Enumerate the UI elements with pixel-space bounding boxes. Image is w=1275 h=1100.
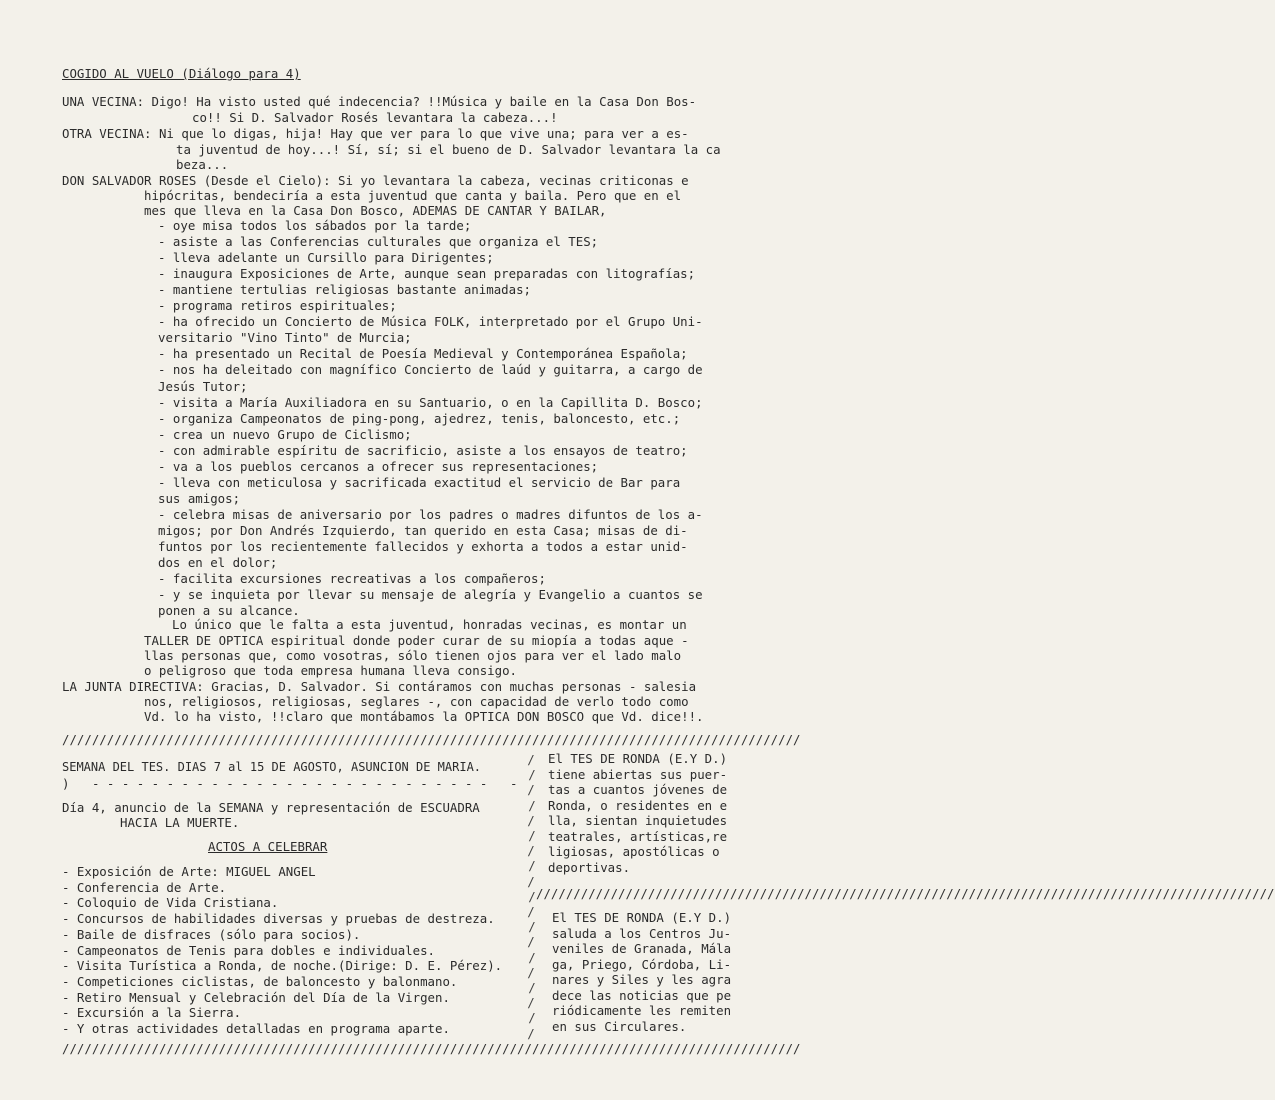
semana-day4-b: HACIA LA MUERTE. — [120, 815, 240, 830]
vertical-slash: / — [527, 1025, 535, 1041]
dialogue-line: co!! Si D. Salvador Rosés levantara la cabeza...! — [192, 110, 558, 125]
ronda-line: tas a cuantos jóvenes de — [548, 782, 728, 797]
closing-line: o peligroso que toda empresa humana lleva consigo. — [144, 663, 517, 678]
closing-line: Vd. lo ha visto, !!claro que montábamos la OPTICA DON BOSCO que Vd. dice!!. — [144, 709, 704, 724]
ronda-line: Ronda, o residentes en e — [548, 797, 728, 813]
closing-line: nos, religiosos, religiosas, seglares -, con capacidad de verlo todo como — [144, 694, 689, 709]
ronda-line: veniles de Granada, Mála — [552, 941, 732, 956]
list-item: ponen a su alcance. — [158, 603, 300, 619]
semana-heading: SEMANA DEL TES. DIAS 7 al 15 DE AGOSTO, ASUNCION DE MARIA. — [62, 760, 482, 774]
dialogue-line: beza... — [176, 157, 229, 172]
separator-line-bottom: /////////////////////////////////////////////////////////////////////////////////////////////////// — [62, 1041, 801, 1056]
list-item: - con admirable espíritu de sacrificio, asiste a los ensayos de teatro; — [158, 442, 688, 458]
closing-line: LA JUNTA DIRECTIVA: Gracias, D. Salvador. Si contáramos con muchas personas - salesia — [62, 679, 697, 694]
vertical-slash: / — [527, 873, 535, 889]
ronda-line: saluda a los Centros Ju- — [552, 925, 732, 941]
semana-dash-end: - — [510, 776, 518, 791]
vertical-slash: / — [528, 888, 536, 904]
acto-item: - Campeonatos de Tenis para dobles e individuales. — [62, 942, 435, 958]
dialogue-line: hipócritas, bendeciría a esta juventud que canta y baila. Pero que en el — [144, 188, 682, 203]
dialogue-line: DON SALVADOR ROSES (Desde el Cielo): Si yo levantara la cabeza, vecinas criticonas e — [62, 173, 689, 188]
acto-item: - Concursos de habilidades diversas y pruebas de destreza. — [62, 911, 495, 927]
vertical-slash: / — [527, 752, 535, 767]
vertical-slash: / — [528, 858, 536, 874]
ronda-line: El TES DE RONDA (E.Y D.) — [548, 751, 728, 766]
list-item: dos en el dolor; — [158, 555, 278, 571]
vertical-slash: / — [528, 828, 536, 843]
list-item: - oye misa todos los sábados por la tarde; — [158, 218, 472, 233]
ronda-line: dece las noticias que pe — [552, 987, 732, 1003]
vertical-slash: / — [527, 964, 535, 980]
ronda-line: deportivas. — [548, 859, 631, 875]
ronda-line: en sus Circulares. — [552, 1018, 687, 1034]
ronda-line: El TES DE RONDA (E.Y D.) — [552, 910, 732, 925]
list-item: - lleva con meticulosa y sacrificada exactitud el servicio de Bar para — [158, 474, 681, 490]
separator-line-right: /////////////////////////////////////////////////////////////////////////////////////////////////// — [536, 886, 1275, 901]
semana-day4: Día 4, anuncio de la SEMANA y representación de ESCUADRA — [62, 800, 480, 815]
vertical-slash: / — [527, 843, 535, 859]
acto-item: - Conferencia de Arte. — [62, 879, 227, 895]
acto-item: - Y otras actividades detalladas en programa aparte. — [62, 1021, 450, 1036]
vertical-slash: / — [527, 934, 535, 950]
vertical-slash: / — [528, 797, 536, 813]
ronda-line: ligiosas, apostólicas o — [548, 844, 720, 859]
closing-line: Lo único que le falta a esta juventud, honradas vecinas, es montar un — [172, 617, 687, 632]
semana-dash-start: ) — [62, 776, 70, 791]
dialogue-line: mes que lleva en la Casa Don Bosco, ADEMAS DE CANTAR Y BAILAR, — [144, 203, 607, 218]
closing-line: TALLER DE OPTICA espiritual donde poder curar de su miopía a todas aque - — [144, 633, 689, 648]
ronda-line: teatrales, artísticas,re — [548, 828, 728, 844]
semana-dashes: - - - - - - - - - - - - - - - - - - - - - - - - - - - — [92, 776, 488, 791]
list-item: - y se inquieta por llevar su mensaje de alegría y Evangelio a cuantos se — [158, 587, 703, 603]
dialogue-line: ta juventud de hoy...! Sí, sí; si el bueno de D. Salvador levantara la ca — [176, 142, 721, 157]
list-item: - crea un nuevo Grupo de Ciclismo; — [158, 426, 412, 442]
ronda-line: nares y Siles y les agra — [552, 972, 732, 987]
vertical-slash: / — [528, 919, 536, 935]
list-item: - nos ha deleitado con magnífico Concierto de laúd y guitarra, a cargo de — [158, 362, 703, 378]
list-item: sus amigos; — [158, 490, 241, 506]
list-item: Jesús Tutor; — [158, 378, 248, 394]
list-item: funtos por los recientemente fallecidos y exhorta a todos a estar unid- — [158, 539, 688, 554]
list-item: migos; por Don Andrés Izquierdo, tan querido en esta Casa; misas de di- — [158, 522, 688, 538]
list-item: - asiste a las Conferencias culturales que organiza el TES; — [158, 234, 599, 250]
list-item: - mantiene tertulias religiosas bastante animadas; — [158, 282, 531, 298]
actos-title: ACTOS A CELEBRAR — [208, 839, 328, 854]
ronda-line: ga, Priego, Córdoba, Li- — [552, 956, 732, 972]
ronda-line: riódicamente les remiten — [552, 1003, 732, 1018]
vertical-slash: / — [527, 782, 535, 798]
vertical-slash: / — [527, 812, 535, 828]
list-item: - organiza Campeonatos de ping-pong, ajedrez, tenis, baloncesto, etc.; — [158, 410, 681, 426]
dialogue-line: UNA VECINA: Digo! Ha visto usted qué indecencia? !!Música y baile en la Casa Don Bos- — [62, 94, 697, 109]
list-item: - facilita excursiones recreativas a los compañeros; — [158, 571, 546, 587]
document-title: COGIDO AL VUELO (Diálogo para 4) — [62, 66, 301, 81]
list-item: - ha presentado un Recital de Poesía Medieval y Contemporánea Española; — [158, 346, 688, 362]
vertical-slash: / — [527, 904, 535, 919]
list-item: versitario "Vino Tinto" de Murcia; — [158, 330, 412, 346]
list-item: - celebra misas de aniversario por los padres o madres difuntos de los a- — [158, 506, 703, 522]
list-item: - va a los pueblos cercanos a ofrecer sus representaciones; — [158, 458, 599, 474]
acto-item: - Coloquio de Vida Cristiana. — [62, 895, 279, 911]
vertical-slash: / — [528, 980, 536, 995]
acto-item: - Excursión a la Sierra. — [62, 1005, 242, 1021]
acto-item: - Exposición de Arte: MIGUEL ANGEL — [62, 864, 316, 879]
acto-item: - Competiciones ciclistas, de baloncesto y balonmano. — [62, 973, 458, 989]
acto-item: - Baile de disfraces (sólo para socios). — [62, 926, 361, 942]
vertical-slash: / — [528, 767, 536, 783]
list-item: - ha ofrecido un Concierto de Música FOLK, interpretado por el Grupo Uni- — [158, 314, 703, 330]
dialogue-line: OTRA VECINA: Ni que lo digas, hija! Hay que ver para lo que vive una; para ver a es- — [62, 126, 689, 141]
ronda-line: tiene abiertas sus puer- — [548, 766, 728, 782]
vertical-slash: / — [527, 995, 535, 1011]
separator-line: /////////////////////////////////////////////////////////////////////////////////////////////////// — [62, 732, 801, 747]
vertical-slash: / — [528, 1010, 536, 1026]
closing-line: llas personas que, como vosotras, sólo tienen ojos para ver el lado malo — [144, 648, 682, 663]
vertical-slash: / — [528, 949, 536, 965]
ronda-line: lla, sientan inquietudes — [548, 813, 728, 828]
list-item: - lleva adelante un Cursillo para Dirigentes; — [158, 250, 494, 266]
acto-item: - Retiro Mensual y Celebración del Día de la Virgen. — [62, 989, 450, 1005]
list-item: - inaugura Exposiciones de Arte, aunque sean preparadas con litografías; — [158, 266, 696, 282]
list-item: - programa retiros espirituales; — [158, 298, 397, 314]
acto-item: - Visita Turística a Ronda, de noche.(Dirige: D. E. Pérez). — [62, 958, 503, 974]
list-item: - visita a María Auxiliadora en su Santuario, o en la Capillita D. Bosco; — [158, 394, 703, 410]
